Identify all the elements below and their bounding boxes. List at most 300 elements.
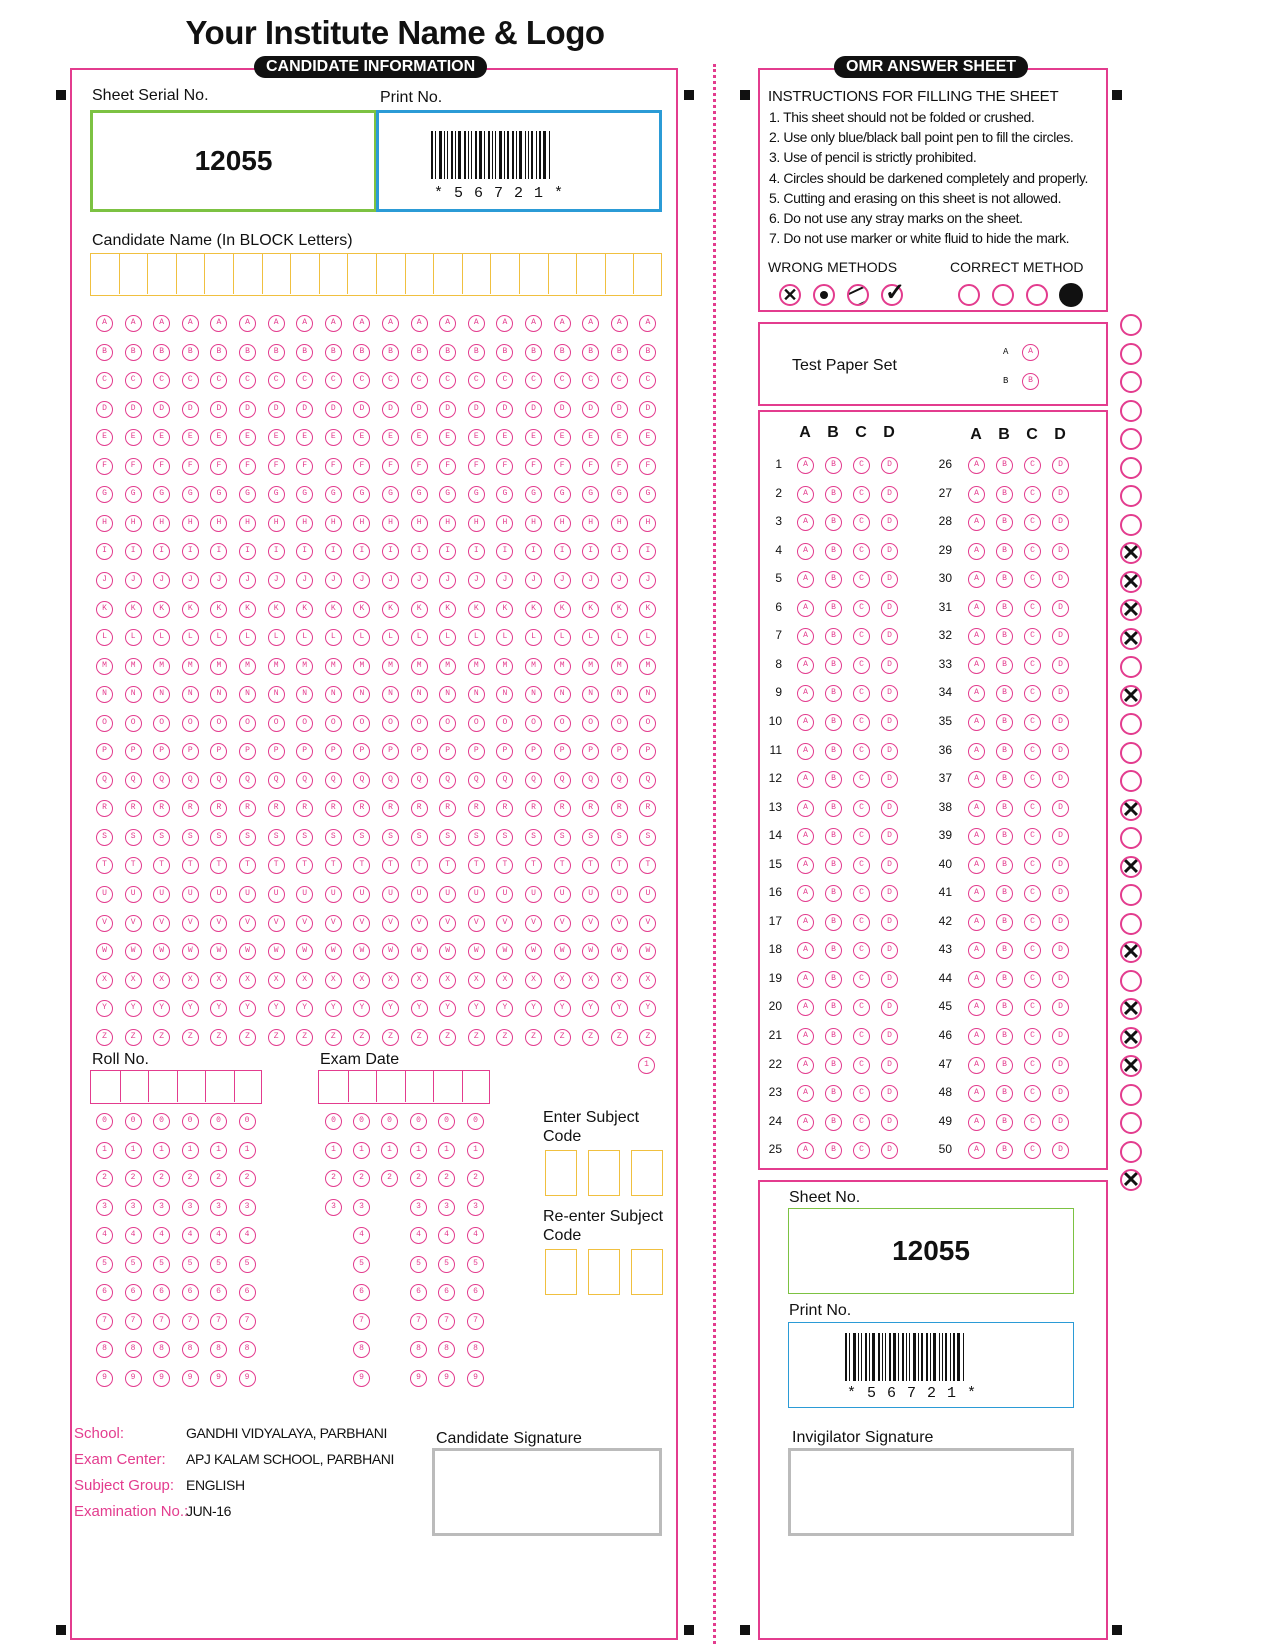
answer-bubble[interactable]: D	[1052, 685, 1069, 702]
name-letter-bubble[interactable]: X	[153, 972, 170, 989]
name-letter-bubble[interactable]: R	[611, 800, 628, 817]
name-letter-bubble[interactable]: C	[125, 372, 142, 389]
answer-bubble[interactable]: B	[996, 999, 1013, 1016]
name-letter-bubble[interactable]: W	[554, 943, 571, 960]
roll-digit-bubble[interactable]: 1	[210, 1142, 227, 1159]
roll-digit-bubble[interactable]: 6	[182, 1284, 199, 1301]
name-letter-bubble[interactable]: G	[554, 486, 571, 503]
answer-bubble[interactable]: D	[1052, 971, 1069, 988]
name-letter-bubble[interactable]: M	[639, 658, 656, 675]
name-letter-bubble[interactable]: I	[296, 543, 313, 560]
name-letter-bubble[interactable]: H	[353, 515, 370, 532]
answer-bubble[interactable]: A	[797, 999, 814, 1016]
name-letter-bubble[interactable]: Z	[611, 1029, 628, 1046]
name-letter-bubble[interactable]: V	[96, 915, 113, 932]
name-letter-bubble[interactable]: O	[325, 715, 342, 732]
name-letter-bubble[interactable]: K	[468, 601, 485, 618]
name-letter-bubble[interactable]: R	[582, 800, 599, 817]
answer-bubble[interactable]: C	[853, 486, 870, 503]
name-letter-bubble[interactable]: N	[611, 686, 628, 703]
name-letter-bubble[interactable]: V	[468, 915, 485, 932]
name-letter-bubble[interactable]: A	[153, 315, 170, 332]
name-letter-bubble[interactable]: Y	[525, 1000, 542, 1017]
answer-bubble[interactable]: B	[825, 885, 842, 902]
name-letter-bubble[interactable]: P	[582, 743, 599, 760]
name-letter-bubble[interactable]: X	[611, 972, 628, 989]
name-letter-bubble[interactable]: F	[439, 458, 456, 475]
name-letter-bubble[interactable]: X	[411, 972, 428, 989]
answer-bubble[interactable]: C	[853, 914, 870, 931]
name-letter-bubble[interactable]: A	[639, 315, 656, 332]
name-letter-bubble[interactable]: J	[239, 572, 256, 589]
name-letter-bubble[interactable]: F	[353, 458, 370, 475]
name-letter-bubble[interactable]: H	[153, 515, 170, 532]
answer-bubble[interactable]: C	[1024, 857, 1041, 874]
name-letter-bubble[interactable]: J	[639, 572, 656, 589]
name-letter-bubble[interactable]: Z	[411, 1029, 428, 1046]
name-letter-bubble[interactable]: H	[325, 515, 342, 532]
answer-bubble[interactable]: B	[825, 914, 842, 931]
name-letter-bubble[interactable]: B	[525, 344, 542, 361]
name-letter-bubble[interactable]: Z	[296, 1029, 313, 1046]
name-letter-bubble[interactable]: C	[496, 372, 513, 389]
date-digit-bubble[interactable]: 9	[353, 1370, 370, 1387]
name-letter-bubble[interactable]: C	[268, 372, 285, 389]
answer-bubble[interactable]: B	[996, 914, 1013, 931]
name-letter-bubble[interactable]: E	[582, 429, 599, 446]
name-letter-bubble[interactable]: B	[296, 344, 313, 361]
roll-digit-bubble[interactable]: 5	[125, 1256, 142, 1273]
name-letter-bubble[interactable]: H	[96, 515, 113, 532]
answer-bubble[interactable]: A	[797, 743, 814, 760]
name-letter-bubble[interactable]: Q	[611, 772, 628, 789]
name-letter-bubble[interactable]: G	[325, 486, 342, 503]
answer-bubble[interactable]: A	[797, 771, 814, 788]
answer-bubble[interactable]: A	[797, 914, 814, 931]
answer-bubble[interactable]: D	[881, 486, 898, 503]
name-letter-bubble[interactable]: G	[525, 486, 542, 503]
answer-bubble[interactable]: B	[825, 942, 842, 959]
answer-bubble[interactable]: D	[1052, 657, 1069, 674]
answer-bubble[interactable]: B	[996, 800, 1013, 817]
date-digit-bubble[interactable]: 0	[381, 1113, 398, 1130]
name-letter-bubble[interactable]: Z	[96, 1029, 113, 1046]
name-letter-bubble[interactable]: I	[125, 543, 142, 560]
answer-bubble[interactable]: D	[881, 1028, 898, 1045]
name-letter-bubble[interactable]: Q	[210, 772, 227, 789]
name-letter-bubble[interactable]: I	[439, 543, 456, 560]
name-letter-bubble[interactable]: G	[439, 486, 456, 503]
answer-bubble[interactable]: B	[825, 800, 842, 817]
name-letter-bubble[interactable]: P	[96, 743, 113, 760]
name-letter-bubble[interactable]: S	[611, 829, 628, 846]
answer-bubble[interactable]: C	[853, 971, 870, 988]
name-letter-bubble[interactable]: M	[611, 658, 628, 675]
name-letter-bubble[interactable]: W	[353, 943, 370, 960]
name-letter-bubble[interactable]: L	[611, 629, 628, 646]
roll-digit-bubble[interactable]: 6	[153, 1284, 170, 1301]
answer-bubble[interactable]: B	[825, 1114, 842, 1131]
name-letter-bubble[interactable]: R	[439, 800, 456, 817]
roll-digit-bubble[interactable]: 3	[96, 1199, 113, 1216]
name-letter-bubble[interactable]: U	[525, 886, 542, 903]
name-letter-bubble[interactable]: A	[239, 315, 256, 332]
name-letter-bubble[interactable]: M	[582, 658, 599, 675]
name-letter-bubble[interactable]: H	[496, 515, 513, 532]
name-letter-bubble[interactable]: X	[325, 972, 342, 989]
name-letter-bubble[interactable]: N	[639, 686, 656, 703]
name-letter-bubble[interactable]: K	[296, 601, 313, 618]
answer-bubble[interactable]: C	[1024, 885, 1041, 902]
name-letter-bubble[interactable]: V	[611, 915, 628, 932]
name-letter-bubble[interactable]: G	[182, 486, 199, 503]
name-letter-bubble[interactable]: M	[182, 658, 199, 675]
answer-bubble[interactable]: D	[881, 543, 898, 560]
date-digit-bubble[interactable]: 9	[410, 1370, 427, 1387]
name-letter-bubble[interactable]: Q	[496, 772, 513, 789]
name-letter-bubble[interactable]: P	[153, 743, 170, 760]
name-letter-bubble[interactable]: C	[611, 372, 628, 389]
name-letter-bubble[interactable]: F	[153, 458, 170, 475]
roll-digit-bubble[interactable]: 7	[153, 1313, 170, 1330]
name-letter-bubble[interactable]: C	[353, 372, 370, 389]
name-letter-bubble[interactable]: U	[210, 886, 227, 903]
name-letter-bubble[interactable]: Q	[382, 772, 399, 789]
name-letter-bubble[interactable]: J	[153, 572, 170, 589]
name-letter-bubble[interactable]: D	[125, 401, 142, 418]
name-letter-bubble[interactable]: D	[210, 401, 227, 418]
answer-bubble[interactable]: D	[1052, 1114, 1069, 1131]
name-letter-bubble[interactable]: Q	[439, 772, 456, 789]
name-letter-bubble[interactable]: Z	[325, 1029, 342, 1046]
name-letter-bubble[interactable]: D	[496, 401, 513, 418]
name-letter-bubble[interactable]: D	[411, 401, 428, 418]
answer-bubble[interactable]: C	[1024, 828, 1041, 845]
date-digit-bubble[interactable]: 1	[325, 1142, 342, 1159]
exam-date-boxes[interactable]	[318, 1070, 490, 1104]
answer-bubble[interactable]: B	[996, 743, 1013, 760]
answer-bubble[interactable]: D	[881, 657, 898, 674]
name-letter-bubble[interactable]: L	[525, 629, 542, 646]
date-digit-bubble[interactable]: 5	[353, 1256, 370, 1273]
name-letter-bubble[interactable]: F	[325, 458, 342, 475]
answer-bubble[interactable]: A	[968, 743, 985, 760]
name-letter-bubble[interactable]: Z	[210, 1029, 227, 1046]
answer-bubble[interactable]: A	[968, 1114, 985, 1131]
name-letter-bubble[interactable]: T	[353, 857, 370, 874]
name-letter-bubble[interactable]: X	[268, 972, 285, 989]
name-letter-bubble[interactable]: S	[382, 829, 399, 846]
name-letter-bubble[interactable]: R	[639, 800, 656, 817]
name-letter-bubble[interactable]: C	[182, 372, 199, 389]
answer-bubble[interactable]: C	[1024, 457, 1041, 474]
name-letter-bubble[interactable]: N	[210, 686, 227, 703]
name-letter-bubble[interactable]: T	[96, 857, 113, 874]
name-letter-bubble[interactable]: O	[125, 715, 142, 732]
roll-digit-bubble[interactable]: 4	[182, 1227, 199, 1244]
answer-bubble[interactable]: A	[797, 1057, 814, 1074]
name-letter-bubble[interactable]: S	[96, 829, 113, 846]
name-letter-bubble[interactable]: K	[125, 601, 142, 618]
name-letter-bubble[interactable]: R	[210, 800, 227, 817]
name-letter-bubble[interactable]: E	[525, 429, 542, 446]
name-letter-bubble[interactable]: Y	[439, 1000, 456, 1017]
answer-bubble[interactable]: A	[968, 857, 985, 874]
answer-bubble[interactable]: C	[1024, 771, 1041, 788]
name-letter-bubble[interactable]: E	[353, 429, 370, 446]
roll-digit-bubble[interactable]: 3	[210, 1199, 227, 1216]
roll-digit-bubble[interactable]: 8	[239, 1341, 256, 1358]
answer-bubble[interactable]: D	[881, 1114, 898, 1131]
name-letter-bubble[interactable]: O	[468, 715, 485, 732]
answer-bubble[interactable]: C	[1024, 600, 1041, 617]
name-letter-bubble[interactable]: G	[210, 486, 227, 503]
name-letter-bubble[interactable]: O	[268, 715, 285, 732]
name-letter-bubble[interactable]: N	[268, 686, 285, 703]
roll-digit-bubble[interactable]: 2	[182, 1170, 199, 1187]
name-letter-bubble[interactable]: E	[382, 429, 399, 446]
candidate-name-boxes[interactable]	[90, 253, 662, 296]
name-letter-bubble[interactable]: L	[468, 629, 485, 646]
name-letter-bubble[interactable]: H	[268, 515, 285, 532]
answer-bubble[interactable]: C	[1024, 1142, 1041, 1159]
name-letter-bubble[interactable]: X	[639, 972, 656, 989]
answer-bubble[interactable]: D	[881, 685, 898, 702]
name-letter-bubble[interactable]: O	[639, 715, 656, 732]
answer-bubble[interactable]: C	[1024, 486, 1041, 503]
name-letter-bubble[interactable]: R	[96, 800, 113, 817]
date-digit-bubble[interactable]: 8	[467, 1341, 484, 1358]
name-letter-bubble[interactable]: Y	[268, 1000, 285, 1017]
name-letter-bubble[interactable]: Q	[554, 772, 571, 789]
answer-bubble[interactable]: A	[797, 571, 814, 588]
name-letter-bubble[interactable]: T	[554, 857, 571, 874]
name-letter-bubble[interactable]: T	[125, 857, 142, 874]
name-letter-bubble[interactable]: M	[411, 658, 428, 675]
name-letter-bubble[interactable]: H	[439, 515, 456, 532]
name-letter-bubble[interactable]: O	[411, 715, 428, 732]
date-digit-bubble[interactable]: 8	[353, 1341, 370, 1358]
name-letter-bubble[interactable]: O	[554, 715, 571, 732]
name-letter-bubble[interactable]: L	[296, 629, 313, 646]
answer-bubble[interactable]: C	[1024, 1085, 1041, 1102]
name-letter-bubble[interactable]: B	[554, 344, 571, 361]
name-letter-bubble[interactable]: D	[268, 401, 285, 418]
name-letter-bubble[interactable]: K	[182, 601, 199, 618]
name-letter-bubble[interactable]: D	[525, 401, 542, 418]
name-letter-bubble[interactable]: Y	[611, 1000, 628, 1017]
name-letter-bubble[interactable]: R	[411, 800, 428, 817]
roll-digit-bubble[interactable]: 4	[153, 1227, 170, 1244]
roll-digit-bubble[interactable]: 0	[125, 1113, 142, 1130]
answer-bubble[interactable]: D	[881, 771, 898, 788]
roll-digit-bubble[interactable]: 5	[153, 1256, 170, 1273]
name-letter-bubble[interactable]: S	[296, 829, 313, 846]
name-letter-bubble[interactable]: G	[268, 486, 285, 503]
name-letter-bubble[interactable]: F	[268, 458, 285, 475]
name-letter-bubble[interactable]: U	[439, 886, 456, 903]
name-letter-bubble[interactable]: A	[468, 315, 485, 332]
name-letter-bubble[interactable]: X	[496, 972, 513, 989]
name-letter-bubble[interactable]: B	[210, 344, 227, 361]
answer-bubble[interactable]: C	[1024, 999, 1041, 1016]
name-letter-bubble[interactable]: Y	[296, 1000, 313, 1017]
name-letter-bubble[interactable]: U	[153, 886, 170, 903]
name-letter-bubble[interactable]: W	[239, 943, 256, 960]
name-letter-bubble[interactable]: L	[325, 629, 342, 646]
name-letter-bubble[interactable]: C	[525, 372, 542, 389]
name-letter-bubble[interactable]: J	[125, 572, 142, 589]
answer-bubble[interactable]: D	[1052, 1028, 1069, 1045]
name-letter-bubble[interactable]: R	[468, 800, 485, 817]
date-digit-bubble[interactable]: 6	[467, 1284, 484, 1301]
name-letter-bubble[interactable]: W	[96, 943, 113, 960]
date-digit-bubble[interactable]: 4	[438, 1227, 455, 1244]
answer-bubble[interactable]: A	[797, 1085, 814, 1102]
name-letter-bubble[interactable]: N	[125, 686, 142, 703]
name-letter-bubble[interactable]: K	[496, 601, 513, 618]
name-letter-bubble[interactable]: C	[96, 372, 113, 389]
name-letter-bubble[interactable]: U	[296, 886, 313, 903]
name-letter-bubble[interactable]: E	[496, 429, 513, 446]
name-letter-bubble[interactable]: M	[96, 658, 113, 675]
name-letter-bubble[interactable]: D	[382, 401, 399, 418]
name-letter-bubble[interactable]: F	[382, 458, 399, 475]
answer-bubble[interactable]: D	[1052, 571, 1069, 588]
name-letter-bubble[interactable]: G	[125, 486, 142, 503]
name-letter-bubble[interactable]: L	[96, 629, 113, 646]
name-letter-bubble[interactable]: B	[496, 344, 513, 361]
name-letter-bubble[interactable]: P	[468, 743, 485, 760]
answer-bubble[interactable]: D	[881, 1085, 898, 1102]
name-letter-bubble[interactable]: A	[96, 315, 113, 332]
answer-bubble[interactable]: B	[825, 600, 842, 617]
name-letter-bubble[interactable]: O	[611, 715, 628, 732]
name-letter-bubble[interactable]: I	[210, 543, 227, 560]
answer-bubble[interactable]: B	[996, 714, 1013, 731]
name-letter-bubble[interactable]: B	[153, 344, 170, 361]
name-letter-bubble[interactable]: K	[325, 601, 342, 618]
answer-bubble[interactable]: D	[1052, 486, 1069, 503]
roll-digit-bubble[interactable]: 9	[125, 1370, 142, 1387]
name-letter-bubble[interactable]: E	[268, 429, 285, 446]
date-digit-bubble[interactable]: 1	[467, 1142, 484, 1159]
name-letter-bubble[interactable]: Y	[153, 1000, 170, 1017]
name-letter-bubble[interactable]: J	[554, 572, 571, 589]
date-digit-bubble[interactable]: 7	[467, 1313, 484, 1330]
name-letter-bubble[interactable]: D	[582, 401, 599, 418]
name-letter-bubble[interactable]: E	[296, 429, 313, 446]
name-letter-bubble[interactable]: S	[325, 829, 342, 846]
name-letter-bubble[interactable]: P	[411, 743, 428, 760]
date-digit-bubble[interactable]: 4	[467, 1227, 484, 1244]
name-letter-bubble[interactable]: F	[554, 458, 571, 475]
name-letter-bubble[interactable]: I	[153, 543, 170, 560]
name-letter-bubble[interactable]: B	[125, 344, 142, 361]
answer-bubble[interactable]: B	[996, 1142, 1013, 1159]
name-letter-bubble[interactable]: Q	[411, 772, 428, 789]
name-letter-bubble[interactable]: X	[468, 972, 485, 989]
name-letter-bubble[interactable]: E	[611, 429, 628, 446]
roll-digit-bubble[interactable]: 0	[210, 1113, 227, 1130]
name-letter-bubble[interactable]: E	[468, 429, 485, 446]
answer-bubble[interactable]: A	[968, 1028, 985, 1045]
name-letter-bubble[interactable]: K	[639, 601, 656, 618]
roll-no-boxes[interactable]	[90, 1070, 262, 1104]
answer-bubble[interactable]: B	[996, 1114, 1013, 1131]
name-letter-bubble[interactable]: Y	[210, 1000, 227, 1017]
answer-bubble[interactable]: C	[1024, 543, 1041, 560]
extra-bubble[interactable]: 1	[638, 1057, 655, 1074]
answer-bubble[interactable]: A	[797, 457, 814, 474]
name-letter-bubble[interactable]: Z	[268, 1029, 285, 1046]
name-letter-bubble[interactable]: P	[125, 743, 142, 760]
name-letter-bubble[interactable]: F	[468, 458, 485, 475]
name-letter-bubble[interactable]: Y	[554, 1000, 571, 1017]
name-letter-bubble[interactable]: X	[554, 972, 571, 989]
answer-bubble[interactable]: B	[996, 685, 1013, 702]
date-digit-bubble[interactable]: 2	[438, 1170, 455, 1187]
name-letter-bubble[interactable]: N	[468, 686, 485, 703]
name-letter-bubble[interactable]: I	[239, 543, 256, 560]
answer-bubble[interactable]: C	[853, 942, 870, 959]
name-letter-bubble[interactable]: F	[582, 458, 599, 475]
roll-digit-bubble[interactable]: 9	[182, 1370, 199, 1387]
name-letter-bubble[interactable]: H	[525, 515, 542, 532]
name-letter-bubble[interactable]: T	[411, 857, 428, 874]
answer-bubble[interactable]: D	[881, 828, 898, 845]
name-letter-bubble[interactable]: I	[382, 543, 399, 560]
name-letter-bubble[interactable]: Q	[153, 772, 170, 789]
name-letter-bubble[interactable]: T	[611, 857, 628, 874]
answer-bubble[interactable]: A	[968, 971, 985, 988]
name-letter-bubble[interactable]: Y	[468, 1000, 485, 1017]
name-letter-bubble[interactable]: D	[639, 401, 656, 418]
roll-digit-bubble[interactable]: 0	[153, 1113, 170, 1130]
answer-bubble[interactable]: B	[825, 657, 842, 674]
name-letter-bubble[interactable]: B	[239, 344, 256, 361]
name-letter-bubble[interactable]: T	[239, 857, 256, 874]
name-letter-bubble[interactable]: Y	[96, 1000, 113, 1017]
answer-bubble[interactable]: B	[825, 971, 842, 988]
name-letter-bubble[interactable]: Z	[582, 1029, 599, 1046]
name-letter-bubble[interactable]: U	[96, 886, 113, 903]
answer-bubble[interactable]: D	[1052, 942, 1069, 959]
name-letter-bubble[interactable]: D	[353, 401, 370, 418]
name-letter-bubble[interactable]: W	[296, 943, 313, 960]
name-letter-bubble[interactable]: F	[182, 458, 199, 475]
answer-bubble[interactable]: D	[881, 600, 898, 617]
name-letter-bubble[interactable]: M	[439, 658, 456, 675]
name-letter-bubble[interactable]: U	[611, 886, 628, 903]
answer-bubble[interactable]: D	[1052, 771, 1069, 788]
answer-bubble[interactable]: A	[968, 999, 985, 1016]
name-letter-bubble[interactable]: B	[182, 344, 199, 361]
answer-bubble[interactable]: D	[881, 457, 898, 474]
answer-bubble[interactable]: C	[853, 628, 870, 645]
name-letter-bubble[interactable]: S	[496, 829, 513, 846]
answer-bubble[interactable]: B	[996, 971, 1013, 988]
name-letter-bubble[interactable]: V	[125, 915, 142, 932]
date-digit-bubble[interactable]: 2	[325, 1170, 342, 1187]
date-digit-bubble[interactable]: 9	[438, 1370, 455, 1387]
name-letter-bubble[interactable]: R	[554, 800, 571, 817]
invigilator-signature-box[interactable]	[788, 1448, 1074, 1536]
answer-bubble[interactable]: D	[881, 1057, 898, 1074]
name-letter-bubble[interactable]: K	[525, 601, 542, 618]
date-digit-bubble[interactable]: 6	[410, 1284, 427, 1301]
date-digit-bubble[interactable]: 8	[410, 1341, 427, 1358]
